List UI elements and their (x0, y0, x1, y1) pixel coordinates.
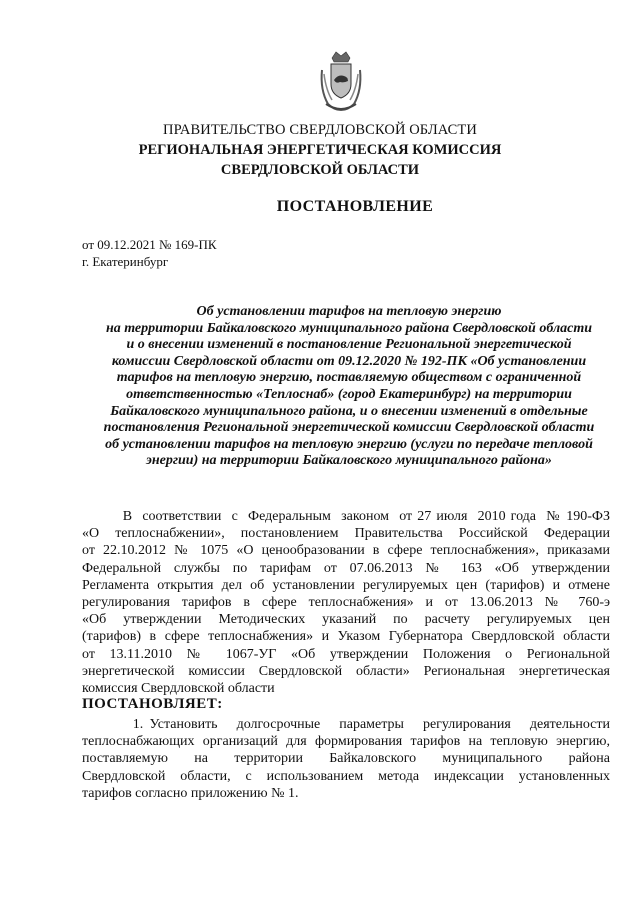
preamble-line: энергетической комиссии Свердловской области» Региональная энергетическая (82, 663, 610, 679)
preamble-line: «О теплоснабжении», постановлением Правительства Российской Федерации (82, 526, 610, 542)
document-date-number: от 09.12.2021 № 169-ПК (82, 237, 217, 252)
clause-line: теплоснабжающих организаций для формирования тарифов на тепловую энергию, (82, 734, 610, 750)
clause-1-paragraph (82, 716, 610, 802)
document-title: ПОСТАНОВЛЕНИЕ (276, 198, 434, 215)
preamble-line: (тарифов) в сфере теплоснабжения» и Указом Губернатора Свердловской области (82, 629, 610, 645)
document-city: г. Екатеринбург (82, 254, 169, 269)
clause-line: 1. Установить долгосрочные параметры регулирования деятельности (82, 717, 610, 732)
clause-line: поставляемую на территории Байкаловского муниципального района (82, 751, 610, 767)
preamble-line: Регламента открытия дел об установлении регулируемых цен (тарифов) и отмене (82, 577, 610, 593)
subject-line: ответственностью «Теплоснаб» (город Екатеринбург) на территории (126, 386, 572, 402)
subject-line: тарифов на тепловую энергию, поставляемую обществом с ограниченной (116, 370, 582, 386)
preamble-line: регулирования тарифов в сфере теплоснабжения» и от 13.06.2013 № 760-э (82, 595, 610, 611)
coat-of-arms-emblem (318, 50, 364, 114)
subject-line: Об установлении тарифов на тепловую энергию (196, 304, 502, 319)
clause-line: тарифов согласно приложению № 1. (82, 785, 299, 801)
document-subject (82, 304, 616, 470)
header-commission: РЕГИОНАЛЬНАЯ ЭНЕРГЕТИЧЕСКАЯ КОМИССИЯ (138, 142, 502, 158)
preamble-line: Федеральной службы по тарифам от 07.06.2013 № 163 «Об утверждении (82, 560, 610, 576)
preamble-line: В соответствии с Федеральным законом от 27 июля 2010 года № 190-ФЗ (82, 509, 610, 524)
decree-word: ПОСТАНОВЛЯЕТ: (82, 696, 223, 712)
preamble-line: от 13.11.2010 № 1067-УГ «Об утверждении Положения о Региональной (82, 646, 610, 662)
preamble-line: комиссия Свердловской области (82, 681, 275, 697)
subject-line: об установлении тарифов на тепловую энергию (услуги по передаче тепловой (105, 436, 593, 452)
subject-line: на территории Байкаловского муниципального района Свердловской области (105, 320, 593, 336)
subject-line: и о внесении изменений в постановление Региональной энергетической (126, 337, 572, 353)
header-government: ПРАВИТЕЛЬСТВО СВЕРДЛОВСКОЙ ОБЛАСТИ (163, 122, 477, 138)
clause-line: Свердловской области, с использованием метода индексации установленных (82, 768, 610, 784)
preamble-line: «Об утверждении Методических указаний по расчету регулируемых цен (82, 612, 610, 628)
subject-line: постановления Региональной энергетической комиссии Свердловской области (103, 420, 595, 436)
preamble-paragraph (82, 508, 610, 697)
preamble-line: от 22.10.2012 № 1075 «О ценообразовании в сфере теплоснабжения», приказами (82, 543, 610, 559)
subject-line: энергии) на территории Байкаловского муниципального района» (146, 453, 552, 469)
header-region: СВЕРДЛОВСКОЙ ОБЛАСТИ (220, 162, 420, 178)
subject-line: комиссии Свердловской области от 09.12.2020 № 192-ПК «Об установлении (111, 353, 587, 369)
subject-line: Байкаловского муниципального района, и о внесении изменений в отдельные (110, 403, 588, 419)
